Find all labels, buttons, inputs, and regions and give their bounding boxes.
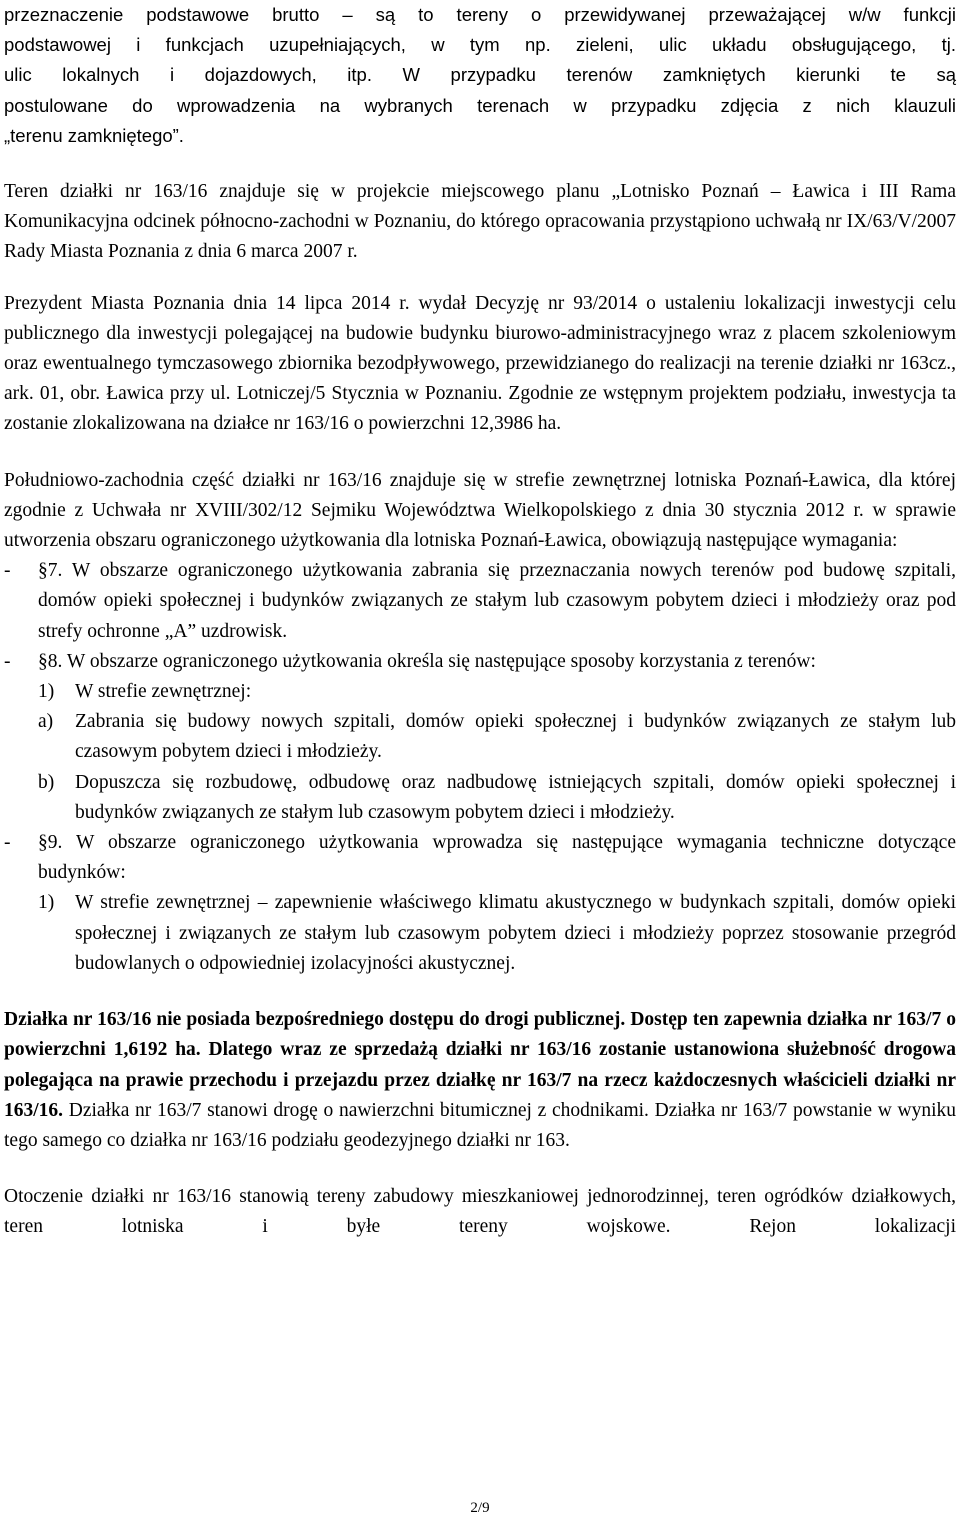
text-line: podstawowej i funkcjach uzupełniających, w tym np. zieleni, ulic układu obsługującego, tj. <box>4 34 956 56</box>
sublist-number: 1) <box>38 892 55 914</box>
text-line: „terenu zamkniętego”. <box>4 124 184 146</box>
sublist-item <box>38 707 956 767</box>
sublist-text: Dopuszcza się rozbudowę, odbudowę oraz nadbudowę istniejących szpitali, domów opieki społecznej i budynków związanych ze stałym lub czasowym pobytem dzieci i młodzieży. <box>75 771 956 823</box>
page-number: 2/9 <box>470 1500 490 1516</box>
list-item-s9 <box>4 828 956 979</box>
paragraph-access <box>4 1005 956 1156</box>
text-line: postulowane do wprowadzenia na wybranych terenach w przypadku zdjęcia z nich klauzuli <box>4 94 956 116</box>
list-dash: - <box>4 560 11 582</box>
list-text: §8. W obszarze ograniczonego użytkowania określa się następujące sposoby korzystania z terenów: <box>38 650 816 672</box>
list-item-s7 <box>4 556 956 647</box>
sublist-item <box>38 677 956 707</box>
sublist-letter: b) <box>38 771 55 793</box>
paragraph-airport-zone: Południowo-zachodnia część działki nr 163/16 znajduje się w strefie zewnętrznej lotniska Poznań-Ławica, dla której zgodnie z Uchwała nr XVIII/302/12 Sejmiku Województwa Wielkopolskiego z dnia 30 stycznia 2012 r. w sprawie utworzenia obszaru ograniczonego użytkowania dla lotniska Poznań-Ławica, obowiązują następujące wymagania: <box>4 469 956 552</box>
text-line: ulic lokalnych i dojazdowych, itp. W przypadku terenów zamkniętych kierunki te są <box>4 64 956 86</box>
sublist-item <box>38 768 956 828</box>
list-text: §9. W obszarze ograniczonego użytkowania wprowadza się następujące wymagania techniczne dotyczące budynków: <box>38 832 956 884</box>
sublist-text: Zabrania się budowy nowych szpitali, domów opieki społecznej i budynków związanych ze stałym lub czasowym pobytem dzieci i młodzieży. <box>75 711 956 763</box>
sublist-text: W strefie zewnętrznej – zapewnienie właściwego klimatu akustycznego w budynkach szpitali, domów opieki społecznej i związanych ze stałym lub czasowym pobytem dzieci i młodzieży poprzez stosowanie przegród budowlanych o odpowiedniej izolacyjności akustycznej. <box>75 892 956 974</box>
list-item-s8 <box>4 647 956 828</box>
access-normal-text: Działka nr 163/7 stanowi drogę o nawierzchni bitumicznej z chodnikami. Działka nr 163/7 powstanie w wyniku tego samego co działka nr 163/16 podziału geodezyjnego działki nr 163. <box>4 1099 956 1151</box>
sublist-letter: a) <box>38 711 54 733</box>
access-bold-text: Działka nr 163/16 nie posiada bezpośredniego dostępu do drogi publicznej. Dostęp ten zapewnia działka nr 163/7 o powierzchni 1,6192 ha. Dlatego wraz ze sprzedażą działki nr 163/16 zostanie ustanowiona służebność drogowa polegająca na prawie przechodu i przejazdu przez działkę nr 163/7 na rzecz każdoczesnych właścicieli działki nr 163/16. <box>4 1009 956 1121</box>
paragraph-surroundings: Otoczenie działki nr 163/16 stanowią tereny zabudowy mieszkaniowej jednorodzinnej, teren ogródków działkowych, teren lotniska i byłe tereny wojskowe. Rejon lokalizacji <box>4 1186 956 1238</box>
list-dash: - <box>4 832 11 854</box>
requirements-list <box>4 556 956 979</box>
paragraph-decision: Prezydent Miasta Poznania dnia 14 lipca 2014 r. wydał Decyzję nr 93/2014 o ustaleniu lokalizacji inwestycji celu publicznego dla inwestycji polegającej na budowie budynku biurowo-administracyjnego wraz z placem szkoleniowym oraz ewentualnego tymczasowego zbiornika bezodpływowego, przewidzianego do realizacji na terenie działki nr 163cz., ark. 01, obr. Ławica przy ul. Lotniczej/5 Stycznia w Poznaniu. Zgodnie ze wstępnym projektem podziału, inwestycja ta zostanie zlokalizowana na działce nr 163/16 o powierzchni 12,3986 ha. <box>4 292 956 435</box>
sublist-text: W strefie zewnętrznej: <box>75 681 252 703</box>
sublist-number: 1) <box>38 681 55 703</box>
list-dash: - <box>4 650 11 672</box>
text-line: przeznaczenie podstawowe brutto – są to tereny o przewidywanej przeważającej w/w funkcji <box>4 4 956 25</box>
paragraph-land-use <box>4 0 956 151</box>
document-page <box>4 0 956 1243</box>
list-text: §7. W obszarze ograniczonego użytkowania zabrania się przeznaczania nowych terenów pod budowę szpitali, domów opieki społecznej i budynków związanych ze stałym lub czasowym pobytem dzieci i młodzieży oraz pod strefy ochronne „A” uzdrowisk. <box>38 560 956 642</box>
paragraph-local-plan: Teren działki nr 163/16 znajduje się w projekcie miejscowego planu „Lotnisko Poznań – Ławica i III Rama Komunikacyjna odcinek północno-zachodni w Poznaniu, do którego opracowania przystąpiono uchwałą nr IX/63/V/2007 Rady Miasta Poznania z dnia 6 marca 2007 r. <box>4 181 956 263</box>
sublist-item <box>38 888 956 979</box>
